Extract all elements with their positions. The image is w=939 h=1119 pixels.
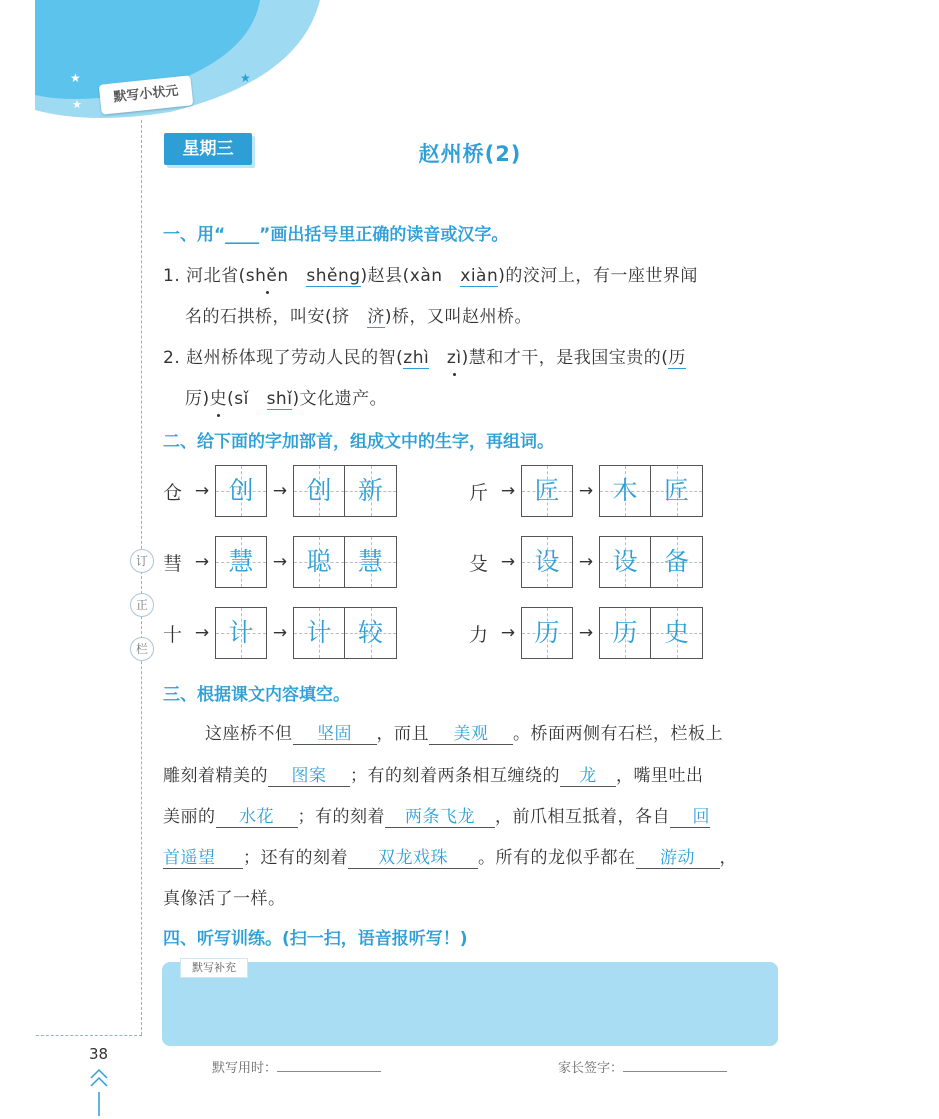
svg-text:★: ★: [240, 71, 251, 85]
section2-title: 二、给下面的字加部首，组成文中的生字，再组词。: [163, 432, 554, 452]
answer-word: 创 新: [293, 465, 397, 517]
s1-line-4: 厉)史(sǐ shǐ)文化遗产。: [185, 389, 388, 409]
s1-line-3: 2. 赵州桥体现了劳动人民的智(zhì zì)慧和才干，是我国宝贵的(历: [163, 343, 686, 369]
lesson-title: 赵州桥(2): [418, 142, 522, 166]
grid-row-2-left: 彗 → 慧 → 聪 慧: [163, 536, 397, 588]
svg-text:★: ★: [70, 71, 81, 85]
margin-label-3: 栏: [130, 637, 154, 661]
time-field: 默写用时：: [212, 1057, 381, 1076]
answer-cell: 设: [521, 536, 573, 588]
grid-row-1-right: 斤 → 匠 → 木 匠: [469, 465, 703, 517]
grid-row-3-left: 十 → 计 → 计 较: [163, 607, 397, 659]
section4-title: 四、听写训练。(扫一扫，语音报听写！): [163, 929, 468, 949]
header-badge: 默写小状元: [99, 75, 194, 114]
margin-label-2: 正: [130, 593, 154, 617]
answer-cell: 创: [215, 465, 267, 517]
answer-word: 计 较: [293, 607, 397, 659]
answer-cell: 慧: [215, 536, 267, 588]
answer-word: 聪 慧: [293, 536, 397, 588]
answer-cell: 历: [521, 607, 573, 659]
svg-text:★: ★: [72, 98, 82, 111]
margin-rule-bottom: [36, 1035, 142, 1036]
s3-line-5: 真像活了一样。: [163, 889, 286, 909]
signature-field: 家长签字：: [558, 1057, 727, 1076]
section3-title: 三、根据课文内容填空。: [163, 685, 350, 705]
chevron-up-icon: [88, 1066, 110, 1116]
s1-line-1: 1. 河北省(shěn shěng)赵县(xàn xiàn)的洨河上，有一座世界闻: [163, 266, 698, 286]
answer-word: 木 匠: [599, 465, 703, 517]
section1-title: 一、用“____”画出括号里正确的读音或汉字。: [163, 225, 509, 245]
answer-word: 历 史: [599, 607, 703, 659]
s3-line-2: 雕刻着精美的 图案 ；有的刻着两条相互缠绕的 龙 ，嘴里吐出: [163, 761, 704, 787]
s1-line-2: 名的石拱桥，叫安(挤 济)桥，又叫赵州桥。: [185, 302, 532, 328]
day-tag: 星期三: [164, 133, 252, 165]
s3-line-3: 美丽的 水花 ；有的刻着 两条飞龙 ，前爪相互抵着，各自 回: [163, 802, 710, 828]
s3-line-4: 首遥望 ；还有的刻着 双龙戏珠 。所有的龙似乎都在 游动 ，: [163, 843, 737, 869]
dictation-box[interactable]: [162, 962, 778, 1046]
answer-cell: 匠: [521, 465, 573, 517]
margin-rule: [141, 120, 142, 1035]
answer-cell: 计: [215, 607, 267, 659]
page-number: 38: [89, 1045, 109, 1063]
answer-word: 设 备: [599, 536, 703, 588]
grid-row-2-right: 殳 → 设 → 设 备: [469, 536, 703, 588]
dictation-box-tag: 默写补充: [180, 958, 248, 978]
grid-row-1-left: 仓 → 创 → 创 新: [163, 465, 397, 517]
grid-row-3-right: 力 → 历 → 历 史: [469, 607, 703, 659]
s3-line-1: 这座桥不但 坚固 ，而且 美观 。桥面两侧有石栏，栏板上: [205, 719, 723, 745]
margin-label-1: 订: [130, 549, 154, 573]
